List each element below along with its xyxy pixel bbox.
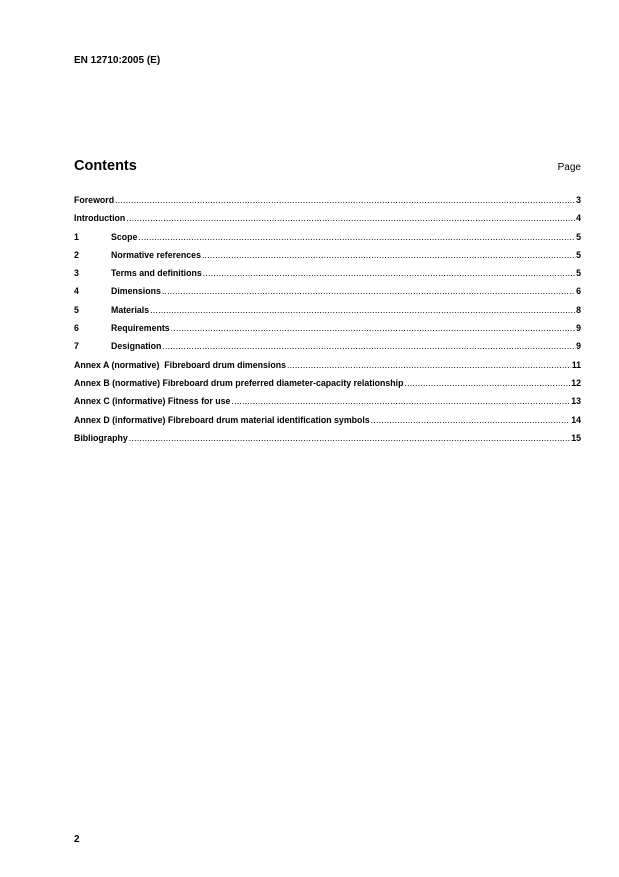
toc-entry-annex-d[interactable] (74, 415, 581, 433)
toc-entry-normative-references[interactable] (74, 250, 581, 268)
toc-entry-number: 3 (74, 268, 79, 279)
toc-entry-title: Bibliography (74, 432, 128, 443)
toc-leader-dots (231, 396, 570, 406)
toc-entry-title: Annex A (normative) Fibreboard drum dimensions (74, 359, 286, 370)
toc-entry-page: 5 (576, 231, 581, 242)
toc-leader-dots (404, 378, 570, 388)
toc-entry-annex-a[interactable] (74, 360, 581, 378)
toc-leader-dots (202, 250, 575, 260)
toc-entry-title: Annex C (informative) Fitness for use (74, 396, 231, 407)
toc-leader-dots (371, 415, 570, 425)
toc-leader-dots (162, 286, 575, 296)
toc-entry-page: 5 (576, 249, 581, 260)
toc-entry-title: Foreword (74, 195, 115, 205)
toc-entry-title: Scope (111, 231, 138, 242)
toc-entry-page: 9 (576, 341, 581, 352)
toc-entry-foreword[interactable] (74, 195, 581, 213)
toc-entry-page: 3 (576, 195, 581, 205)
toc-entry-page: 5 (576, 268, 581, 279)
toc-leader-dots (126, 213, 575, 223)
toc-entry-annex-c[interactable] (74, 396, 581, 414)
toc-leader-dots (162, 341, 575, 351)
toc-entry-number: 1 (74, 231, 79, 242)
toc-entry-dimensions[interactable] (74, 286, 581, 304)
toc-entry-title: Annex D (informative) Fibreboard drum material identification symbols (74, 414, 370, 425)
toc-entry-title: Requirements (111, 323, 170, 334)
toc-leader-dots (115, 195, 575, 205)
toc-entry-page: 13 (571, 396, 581, 407)
toc-entry-scope[interactable] (74, 232, 581, 250)
toc-entry-page: 4 (576, 213, 581, 224)
toc-entry-title: Dimensions (111, 286, 161, 297)
toc-entry-number: 2 (74, 249, 79, 260)
page-number: 2 (74, 834, 80, 845)
toc-entry-annex-b[interactable] (74, 378, 581, 396)
toc-leader-dots (171, 323, 575, 333)
page-column-label: Page (557, 162, 581, 173)
toc-entry-title: Introduction (74, 213, 126, 224)
toc-entry-page: 14 (571, 414, 581, 425)
toc-leader-dots (138, 232, 575, 242)
toc-entry-page: 9 (576, 323, 581, 334)
toc-entry-title: Designation (111, 341, 162, 352)
contents-heading: Contents (74, 158, 137, 174)
toc-entry-materials[interactable] (74, 305, 581, 323)
toc-entry-designation[interactable] (74, 341, 581, 359)
toc-entry-title: Normative references (111, 249, 201, 260)
toc-entry-bibliography[interactable] (74, 433, 581, 451)
toc-entry-title: Annex B (normative) Fibreboard drum preferred diameter-capacity relationship (74, 377, 404, 388)
table-of-contents (74, 195, 581, 451)
toc-leader-dots (150, 305, 575, 315)
toc-entry-number: 5 (74, 304, 79, 315)
toc-entry-title: Materials (111, 304, 150, 315)
toc-entry-terms-and-definitions[interactable] (74, 268, 581, 286)
toc-leader-dots (203, 268, 575, 278)
toc-entry-number: 4 (74, 286, 79, 297)
toc-entry-page: 8 (576, 304, 581, 315)
toc-entry-introduction[interactable] (74, 213, 581, 231)
toc-entry-number: 7 (74, 341, 79, 352)
toc-leader-dots (129, 433, 570, 443)
toc-entry-number: 6 (74, 323, 79, 334)
toc-entry-page: 15 (571, 432, 581, 443)
toc-entry-title: Terms and definitions (111, 268, 202, 279)
toc-entry-requirements[interactable] (74, 323, 581, 341)
toc-entry-page: 11 (571, 359, 581, 370)
toc-entry-page: 6 (576, 286, 581, 297)
toc-entry-page: 12 (571, 377, 581, 388)
standard-identifier: EN 12710:2005 (E) (74, 55, 161, 66)
toc-leader-dots (287, 360, 571, 370)
